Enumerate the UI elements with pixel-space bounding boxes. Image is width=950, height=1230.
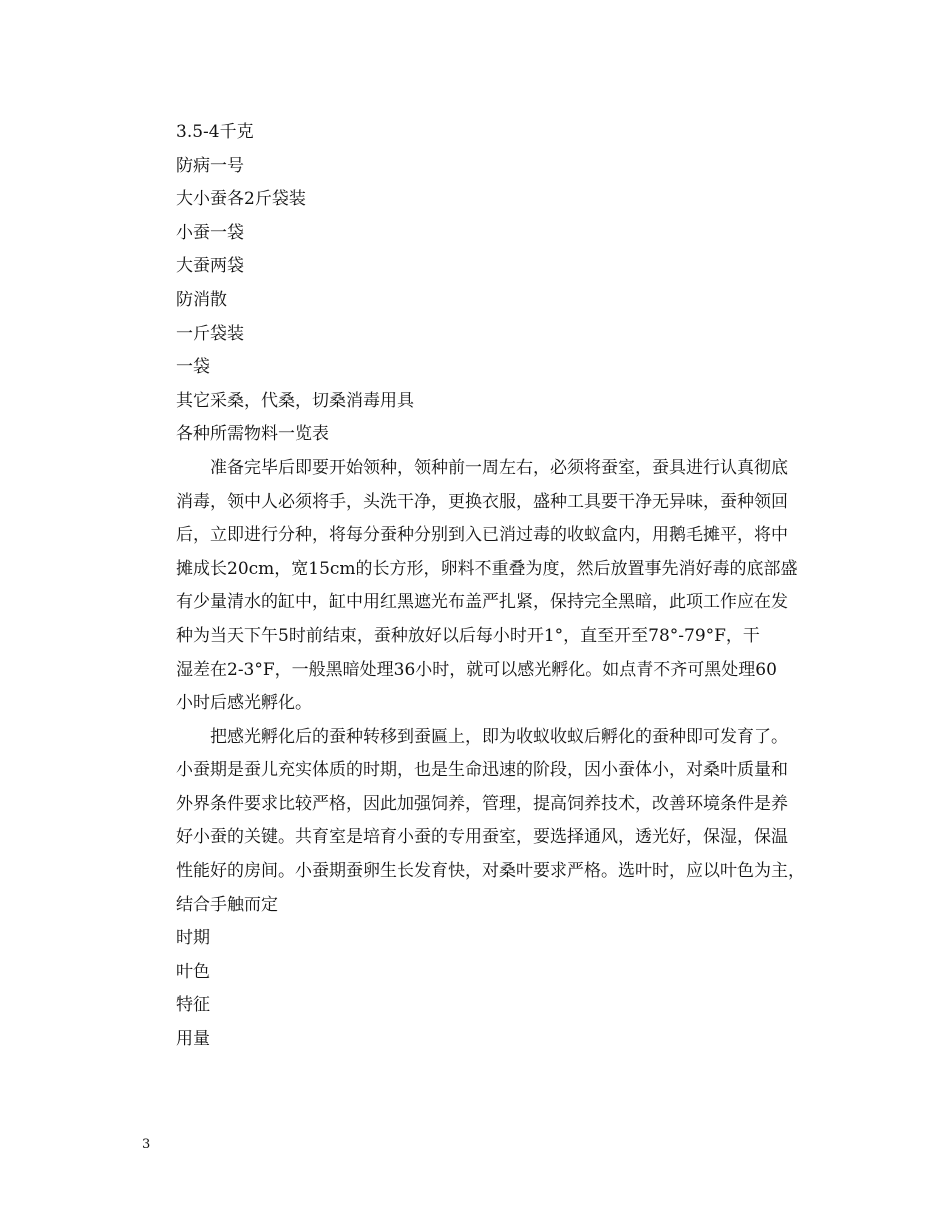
list-item: 其它采桑，代桑，切桑消毒用具 bbox=[176, 390, 414, 411]
list-item: 防消散 bbox=[176, 289, 227, 310]
list-item: 时期 bbox=[176, 928, 210, 949]
paragraph-line: 性能好的房间。小蚕期蚕卵生长发育快，对桑叶要求严格。选叶时，应以叶色为主， bbox=[176, 861, 805, 882]
paragraph-line: 准备完毕后即要开始领种，领种前一周左右，必须将蚕室，蚕具进行认真彻底 bbox=[210, 457, 788, 478]
list-item: 大小蚕各2斤袋装 bbox=[176, 189, 306, 210]
paragraph-line: 后，立即进行分种，将每分蚕种分别到入已消过毒的收蚁盒内，用鹅毛摊平，将中 bbox=[176, 525, 788, 546]
paragraph-line: 结合手触而定 bbox=[176, 894, 278, 915]
paragraph-line: 有少量清水的缸中，缸中用红黑遮光布盖严扎紧，保持完全黑暗，此项工作应在发 bbox=[176, 592, 788, 613]
paragraph-line: 好小蚕的关键。共育室是培育小蚕的专用蚕室，要选择通风，透光好，保湿，保温 bbox=[176, 827, 788, 848]
page-content bbox=[142, 116, 826, 1057]
list-item: 防病一号 bbox=[176, 155, 244, 176]
list-item: 用量 bbox=[176, 1029, 210, 1050]
paragraph-line: 消毒，领中人必须将手，头洗干净，更换衣服，盛种工具要干净无异味，蚕种领回 bbox=[176, 491, 788, 512]
paragraph-seed-collection bbox=[142, 452, 826, 721]
paragraph-line: 种为当天下午5时前结束，蚕种放好以后每小时开1°，直至开至78°-79°F，干 bbox=[176, 625, 760, 646]
list-item: 特征 bbox=[176, 995, 210, 1016]
page-number: 3 bbox=[142, 1137, 151, 1152]
paragraph-young-silkworm bbox=[142, 721, 826, 923]
list-item: 叶色 bbox=[176, 961, 210, 982]
list-item: 一袋 bbox=[176, 357, 210, 378]
list-item: 一斤袋装 bbox=[176, 323, 244, 344]
list-item: 大蚕两袋 bbox=[176, 256, 244, 277]
table-caption: 各种所需物料一览表 bbox=[176, 424, 329, 445]
list-item: 小蚕一袋 bbox=[176, 222, 244, 243]
paragraph-line: 把感光孵化后的蚕种转移到蚕匾上，即为收蚁收蚁后孵化的蚕种即可发育了。 bbox=[210, 726, 788, 747]
paragraph-line: 小时后感光孵化。 bbox=[176, 693, 312, 714]
paragraph-line: 外界条件要求比较严格，因此加强饲养，管理，提高饲养技术，改善环境条件是养 bbox=[176, 793, 788, 814]
paragraph-line: 湿差在2-3°F，一般黑暗处理36小时，就可以感光孵化。如点青不齐可黑处理60 bbox=[176, 659, 777, 680]
list-item: 3.5-4千克 bbox=[176, 122, 254, 142]
paragraph-line: 摊成长20cm，宽15cm的长方形，卵料不重叠为度，然后放置事先消好毒的底部盛 bbox=[176, 558, 798, 579]
paragraph-line: 小蚕期是蚕儿充实体质的时期，也是生命迅速的阶段，因小蚕体小，对桑叶质量和 bbox=[176, 760, 788, 781]
